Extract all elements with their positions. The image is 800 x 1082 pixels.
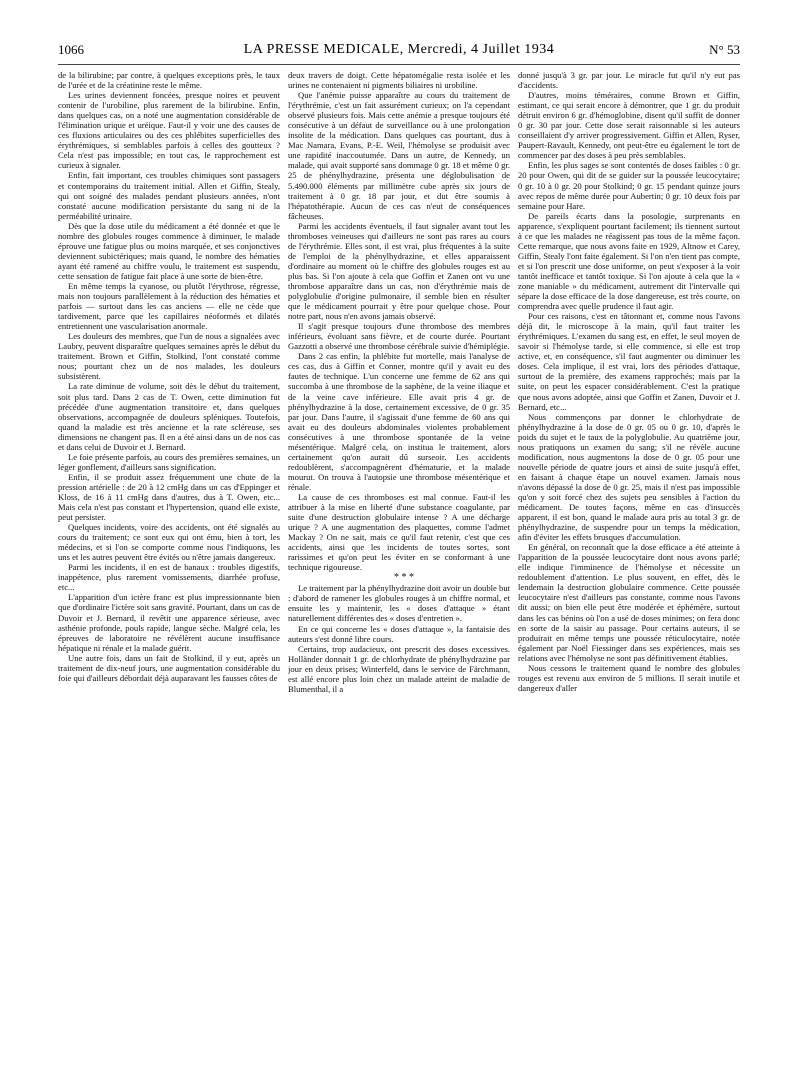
issue-number: N° 53 <box>709 42 740 57</box>
paragraph: En même temps la cyanose, ou plutôt l'érythrose, régresse, mais non toujours parallèlement à la réduction des hématies et parfois — surtout dans les cas anciens — elle ne cède que tardivement, parce que les capillaires néoformés et dilatés entretiennent une vascularisation anormale. <box>58 280 280 332</box>
paragraph: Nous cessons le traitement quand le nombre des globules rouges est revenu aux environ de 5 millions. Il serait inutile et dangereux d'aller <box>518 662 740 693</box>
paragraph: Parmi les incidents, il en est de banaux : troubles digestifs, inappétence, plus rarement vomissements, diarrhée profuse, etc... <box>58 562 280 593</box>
page-number: 1066 <box>58 42 84 57</box>
text-column-2 <box>288 70 510 1070</box>
paragraph: Nous commençons par donner le chlorhydrate de phénylhydrazine à la dose de 0 gr. 05 ou 0 gr. 10, d'après le poids du sujet et le taux de la polyglobulie. Au quatrième jour, nous pratiquons un examen du sang; s'il ne révèle aucune modification, nous augmentons la dose de 0 gr. 05 pour une nouvelle période de quatre jours et ainsi de suite jusqu'à effet, en faisant à chaque étape un nouvel examen. Jamais nous n'avons dépassé la dose de 0 gr. 25, mais il n'est pas impossible qu'on y soit forcé chez des sujets peu sensibles à l'action du médicament. De toutes façons, même en cas d'insuccès apparent, il est bon, quand le malade aura pris au total 3 gr. de phénylhydrazine, de suspendre pour un temps la médication, afin d'éviter les effets brusques d'accumulation. <box>518 411 740 543</box>
paragraph: L'apparition d'un ictère franc est plus impressionnante bien que d'ordinaire l'ictère soit sans gravité. Pourtant, dans un cas de Duvoir et J. Bernard, il revêtit une apparence sérieuse, avec asthénie profonde, pouls rapide, langue sèche. Malgré cela, les épreuves de laboratoire ne révélèrent aucune insuffisance hépatique ni rénale et la malade guérit. <box>58 592 280 653</box>
paragraph: Que l'anémie puisse apparaître au cours du traitement de l'érythrémie, c'est un fait assurément curieux; on l'a cependant observé plusieurs fois. Mais cette anémie a presque toujours été consécutive à un défaut de surveillance ou à une prolongation insolite de la médication. Dans quelques cas pourtant, dus à Mac Namara, Evans, P.-E. Weil, l'hémolyse se produisit avec une rapidité inaccoutumée. Dans un autre, de Kennedy, un malade, qui avait supporté sans dommage 0 gr. 18 et même 0 gr. 25 de phénylhydrazine, présenta une déglobulisation de 5.490.000 éléments par millimètre cube après six jours de traitement à 0 gr. 18 par jour, et dut être soumis à l'hépatothérapie. Aucun de ces cas n'eut de conséquences fâcheuses. <box>288 90 510 221</box>
journal-title: LA PRESSE MEDICALE, Mercredi, 4 Juillet 1934 <box>243 42 555 57</box>
paragraph: deux travers de doigt. Cette hépatomégalie resta isolée et les urines ne contenaient ni pigments biliaires ni urobiline. <box>288 70 510 91</box>
paragraph: Certains, trop audacieux, ont prescrit des doses excessives. Holländer donnait 1 gr. de chlorhydrate de phénylhydrazine par jour en deux prises; Winterfeld, dans le service de Färchmann, est allé encore plus loin chez un malade atteint de maladie de Blumenthal, il a <box>288 643 510 694</box>
paragraph: Enfin, il se produit assez fréquemment une chute de la pression artérielle : de 20 à 12 cmHg dans un cas d'Eppinger et Kloss, de 16 à 11 cmHg dans d'autres, dus à T. Owen, etc... Mais cela n'est pas constant et l'hypertension, quand elle existe, peut persister. <box>58 471 280 523</box>
section-separator: * * * <box>394 572 414 584</box>
paragraph: Dans 2 cas enfin, la phlébite fut mortelle, mais l'analyse de ces cas, dus à Giffin et Conner, montre qu'il y avait eu des fautes de technique. L'un concerne une femme de 62 ans qui succomba à une thrombose de la saphène, de la veine iliaque et de la veine cave inférieure. Elle avait pris 4 gr. de phénylhydrazine à la dose, certainement excessive, de 0 gr. 35 par jour. Dans l'autre, il s'agissait d'une femme de 60 ans qui avait eu des douleurs abdominales violentes probablement consécutives à une thrombose spontanée de la veine mésentérique. Malgré cela, on institua le traitement, alors certainement qu'on aurait dû surseoir. Les accidents redoublèrent, s'accompagnèrent d'hématurie, et la malade mourut. On trouva à l'autopsie une thrombose mésentérique et rénale. <box>288 351 510 492</box>
paragraph: Les douleurs des membres, que l'un de nous a signalées avec Laubry, peuvent disparaître quelques semaines après le début du traitement. Brown et Giffin, Stolkind, l'ont constaté comme nous; pourtant chez un de nos malades, les douleurs subsistèrent. <box>58 331 280 382</box>
paragraph: Il s'agit presque toujours d'une thrombose des membres inférieurs, évoluant sans fièvre, et de courte durée. Pourtant Gazzotti a observé une thrombose cérébrale suivie d'hémiplégie. <box>288 321 510 352</box>
paragraph: Les urines deviennent foncées, presque noires et peuvent contenir de l'urobiline, plus rarement de la bilirubine. Enfin, dans quelques cas, on a noté une augmentation considérable de l'élimination urique et uréique. Faut-il y voir une des causes de ces fluxions articulaires ou des ces phlébites superficielles des érythrémiques, si semblables parfois à celles des goutteux ? Cela n'est pas impossible; en tout cas, le rapprochement est curieux à signaler. <box>58 90 280 171</box>
text-column-1 <box>58 70 280 1070</box>
paragraph: Pour ces raisons, c'est en tâtonnant et, comme nous l'avons déjà dit, le microscope à la main, qu'il faut traiter les érythrémiques. L'examen du sang est, en effet, le seul moyen de savoir si l'hémolyse tarde, si elle commence, si elle est trop active, et, en conséquence, s'il faut augmenter ou diminuer les doses. Cela implique, il est vrai, lors des périodes d'attaque, surtout de la première, des examens rapprochés; mais par la suite, on peut les espacer considérablement. C'est la pratique que nous avons adoptée, ainsi que Goffin et Zanen, Duvoir et J. Bernard, etc... <box>518 311 740 412</box>
paragraph: Une autre fois, dans un fait de Stolkind, il y eut, après un traitement de dix-neuf jours, une augmentation considérable du foie qui d'ailleurs débordait déjà auparavant les fausses côtes de <box>58 652 280 683</box>
text-column-3 <box>518 70 740 1070</box>
paragraph: En ce qui concerne les « doses d'attaque », la fantaisie des auteurs s'est donné libre cours. <box>288 623 510 644</box>
paragraph: Dès que la dose utile du médicament a été donnée et que le nombre des globules rouges commence à diminuer, le malade éprouve une fatigue plus ou moins marquée, et ses conjonctives deviennent subictériques; mais quand, le nombre des hématies ayant été ramené au chiffre voulu, le traitement est suspendu, cette sensation de fatigue fait place à une sorte de bien-être. <box>58 220 280 281</box>
paragraph: Enfin, fait important, ces troubles chimiques sont passagers et contemporains du traitement initial. Allen et Giffin, Stealy, qui ont soigné des malades pendant plusieurs années, n'ont constaté aucune modification persistante du sang ni de la perméabilité urinaire. <box>58 170 280 221</box>
header-rule <box>58 64 740 65</box>
paragraph: En général, on reconnaît que la dose efficace a été atteinte à l'apparition de la poussée leucocytaire dont nous avons parlé; elle indique l'imminence de l'hémolyse et nécessite un redoublement d'attention. Le plus souvent, en effet, dès le lendemain la destruction globulaire commence. Cette poussée leucocytaire n'est d'ailleurs pas constante, comme nous l'avons dit aussi; on bien elle peut être modérée et éphémère, surtout dans les cas bénins où l'on a usé de doses minimes; on fera donc en sorte de la saisir au passage. Pour certains auteurs, il se produirait en même temps une poussée réticulocytaire, notée également par Noël Fiessinger dans ses expériences, mais ses relations avec l'hémolyse ne sont pas définitivement établies. <box>518 542 740 663</box>
paragraph: donné jusqu'à 3 gr. par jour. Le miracle fut qu'il n'y eut pas d'accidents. <box>518 70 740 91</box>
paragraph: La cause de ces thromboses est mal connue. Faut-il les attribuer à la mise en liberté d'une substance coagulante, par suite d'une destruction globulaire intense ? A une décharge urique ? A une augmentation des plaquettes, comme l'admet Mackay ? On ne sait, mais ce qu'il faut retenir, c'est que ces accidents, ainsi que les incidents de toutes sortes, sont rarissimes et qu'on peut les éviter en se conformant à une technique rigoureuse. <box>288 491 510 573</box>
paragraph: La rate diminue de volume, soit dès le début du traitement, soit plus tard. Dans 2 cas de T. Owen, cette diminution fut précédée d'une augmentation transitoire et, dans quelques observations, accompagnée de douleurs spléniques. Toutefois, quand la maladie est très ancienne et la rate scléreuse, ses dimensions ne changent pas. Il en a été ainsi dans un de nos cas et dans celui de Duvoir et J. Bernard. <box>58 381 280 452</box>
paragraph: Le foie présente parfois, au cours des premières semaines, un léger gonflement, d'ailleurs sans signification. <box>58 451 280 472</box>
paragraph: Enfin, les plus sages se sont contentés de doses faibles : 0 gr. 20 pour Owen, qui dit de se guider sur la poussée leucocytaire; 0 gr. 10 à 0 gr. 20 pour Stolkind; 0 gr. 15 pendant quinze jours avec repos de même durée pour Aubertin; 0 gr. 10 deux fois par semaine pour Hare. <box>518 160 740 211</box>
paragraph: Le traitement par la phénylhydrazine doit avoir un double but : d'abord de ramener les globules rouges à un chiffre normal, et ensuite les y maintenir, les « doses d'attaque » étant naturellement différentes des « doses d'entretien ». <box>288 583 510 624</box>
paragraph: Quelques incidents, voire des accidents, ont été signalés au cours du traitement; ce sont eux qui ont ému, bien à tort, les médecins, et si l'on se comporte comme nous l'indiquons, les uns et les autres peuvent être évités ou n'être jamais dangereux. <box>58 522 280 563</box>
paragraph: Parmi les accidents éventuels, il faut signaler avant tout les thromboses veineuses qui d'ailleurs ne sont pas rares au cours de l'érythrémie. Elles sont, il est vrai, plus fréquentes à la suite de l'emploi de la phénylhydrazine, et elles apparaissent d'ordinaire au moment où le chiffre des globules rouges est au plus bas. Si l'on ajoute à cela que Goffin et Zanen ont vu une thrombose apparaître dans un cas, non d'érythrémie mais de polyglobulie d'origine pulmonaire, il semble bien en résulter que le médicament pourrait y être pour quelque chose. Pour notre part, nous n'en avons jamais observé. <box>288 220 510 322</box>
paragraph: de la bilirubine; par contre, à quelques exceptions près, le taux de l'urée et de la créatinine reste le même. <box>58 70 280 91</box>
page-header <box>58 42 740 64</box>
paragraph: D'autres, moins téméraires, comme Brown et Giffin, estimant, ce qui serait encore à démontrer, que 1 gr. du produit détruit environ 6 gr. d'hémoglobine, disent qu'il suffit de donner 0 gr. 30 par jour. Cette dose serait raisonnable si les auteurs conseillaient d'y arriver progressivement. Giffin et Allen, Ryser, Paupert-Ravault, Kennedy, ont peut-être eu également le tort de commencer par des doses à peu près semblables. <box>518 90 740 161</box>
paragraph: De pareils écarts dans la posologie, surprenants en apparence, s'expliquent pourtant facilement; ils tiennent surtout à ce que les malades ne réagissent pas tous de la même façon. Cette remarque, que nous avons faite en 1929, Altnow et Carey, Giffin, Stealy l'ont faite également. Si l'on n'en tient pas compte, et si l'on prescrit une dose uniforme, on peut s'exposer à la voir tantôt inefficace et tantôt toxique. Si l'on ajoute à cela que la « zone maniable » du médicament, autrement dit l'intervalle qui sépare la dose efficace de la dose dangereuse, est très courte, on comprendra avec quelle prudence il faut agir. <box>518 210 740 312</box>
